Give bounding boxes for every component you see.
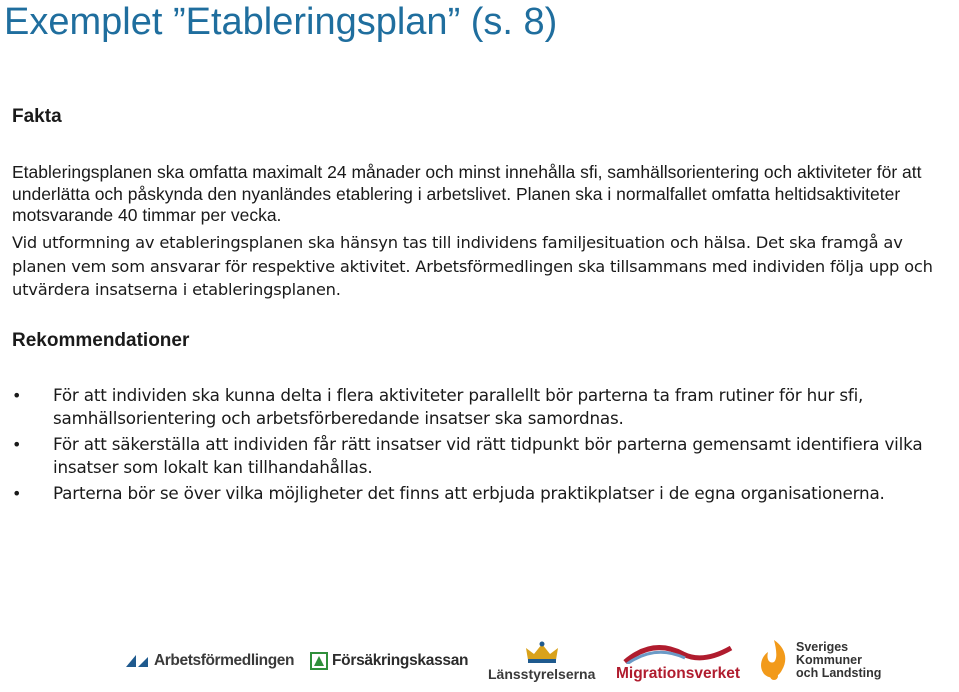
recommendation-text: För att individen ska kunna delta i flera aktiviteter parallellt bör parterna ta fram rutiner för hur sfi, samhällsorientering och arbetsförberedande insatser ska samordnas. <box>53 385 864 428</box>
arbetsformedlingen-mark-icon <box>124 653 154 669</box>
skl-name-line-3: och Landsting <box>796 665 882 680</box>
bullet-icon: • <box>12 386 22 405</box>
fakta-paragraph-2: Vid utformning av etableringsplanen ska hänsyn tas till individens familjesituation och hälsa. Det ska framgå av planen vem som ansvarar för respektive aktivitet. Arbetsförmedlingen ska tillsammans med individen följa upp och utvärdera insatserna i etableringsplanen. <box>12 233 933 299</box>
skl-name-line-1: Sveriges <box>796 639 849 654</box>
recommendation-list <box>12 384 957 508</box>
fakta-paragraph-1: Etableringsplanen ska omfatta maximalt 24 månader och minst innehålla sfi, samhällsorientering och aktiviteter för att underlätta och påskynda den nyanländes etablering i arbetslivet. Planen ska i normalfallet omfatta heltidsaktiviteter motsvarande 40 timmar per vecka. <box>12 162 922 225</box>
bullet-icon: • <box>12 435 22 454</box>
migrationsverket-mark-icon <box>623 642 733 664</box>
list-item <box>12 482 957 505</box>
forsakringskassan-name: Försäkringskassan <box>332 652 469 669</box>
arbetsformedlingen-logo <box>124 652 294 670</box>
forsakringskassan-mark-icon <box>310 652 332 670</box>
skl-name <box>792 641 881 680</box>
skl-name-line-2: Kommuner <box>796 652 862 667</box>
lansstyrelserna-logo <box>488 640 595 682</box>
migrationsverket-logo <box>616 642 740 683</box>
bullet-icon: • <box>12 484 22 503</box>
crown-icon <box>522 640 562 664</box>
skl-logo <box>756 638 881 682</box>
recommendation-text: Parterna bör se över vilka möjligheter det finns att erbjuda praktikplatser i de egna organisationerna. <box>53 483 885 503</box>
arbetsformedlingen-name: Arbetsförmedlingen <box>154 652 295 669</box>
lansstyrelserna-name: Länsstyrelserna <box>488 666 596 682</box>
list-item <box>12 433 957 479</box>
list-item <box>12 384 957 430</box>
recommendation-text: För att säkerställa att individen får rätt insatser vid rätt tidpunkt bör parterna gemensamt identifiera vilka insatser som lokalt kan tillhandahållas. <box>53 434 923 477</box>
fakta-heading: Fakta <box>12 106 62 127</box>
page-title: Exemplet ”Etableringsplan” (s. 8) <box>4 1 558 43</box>
migrationsverket-name: Migrationsverket <box>616 665 741 682</box>
rekommendationer-heading: Rekommendationer <box>12 330 190 351</box>
skl-flame-icon <box>756 638 792 682</box>
partner-logos <box>0 630 959 692</box>
forsakringskassan-logo <box>310 652 468 670</box>
